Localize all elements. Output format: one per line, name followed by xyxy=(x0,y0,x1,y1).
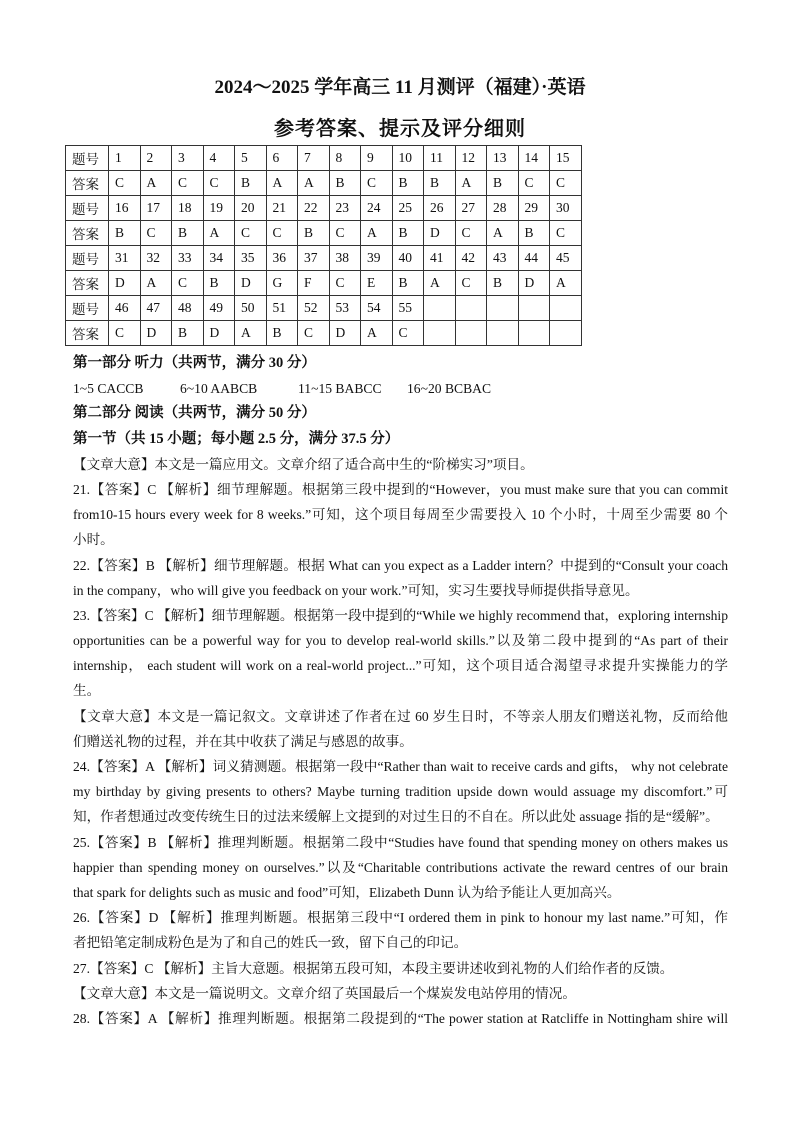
question-number-cell: 46 xyxy=(109,296,141,321)
answer-row xyxy=(66,321,582,346)
answer-cell: A xyxy=(140,271,172,296)
question-number-cell: 13 xyxy=(487,146,519,171)
question-number-cell: 41 xyxy=(424,246,456,271)
paragraph xyxy=(73,704,728,754)
listening-answer-group: 11~15 BABCC xyxy=(298,381,382,397)
question-number-cell xyxy=(518,296,550,321)
question-number-cell: 14 xyxy=(518,146,550,171)
answer-cell: A xyxy=(140,171,172,196)
answer-cell: C xyxy=(329,271,361,296)
listening-answer-group: 1~5 CACCB xyxy=(73,381,144,397)
text-line: 23.【答案】C 【解析】细节理解题。根据第一段中提到的“While we highly recommend that，exploring internship xyxy=(73,607,728,623)
answer-cell: D xyxy=(424,221,456,246)
question-number-cell: 38 xyxy=(329,246,361,271)
question-number-cell: 1 xyxy=(109,146,141,171)
question-number-row xyxy=(66,196,582,221)
question-number-cell: 15 xyxy=(550,146,582,171)
answer-cell: D xyxy=(329,321,361,346)
question-number-cell: 25 xyxy=(392,196,424,221)
question-number-cell: 48 xyxy=(172,296,204,321)
question-number-cell: 32 xyxy=(140,246,172,271)
question-number-cell: 8 xyxy=(329,146,361,171)
question-number-cell: 33 xyxy=(172,246,204,271)
paragraph xyxy=(73,553,728,603)
answer-cell: B xyxy=(109,221,141,246)
question-number-cell: 22 xyxy=(298,196,330,221)
text-line: in the company，who will give you feedback on your work.”可知，实习生要找导师提供指导意见。 xyxy=(73,582,639,598)
text-line: 【文章大意】本文是一篇说明文。文章介绍了英国最后一个煤炭发电站停用的情况。 xyxy=(73,985,576,1001)
paragraph xyxy=(73,905,728,955)
question-number-cell: 52 xyxy=(298,296,330,321)
part1-heading: 第一部分 听力（共两节，满分 30 分） xyxy=(73,355,316,371)
answer-cell: B xyxy=(487,271,519,296)
question-number-cell: 21 xyxy=(266,196,298,221)
question-number-cell: 39 xyxy=(361,246,393,271)
answer-cell: B xyxy=(298,221,330,246)
text-line: 25.【答案】B 【解析】推理判断题。根据第二段中“Studies have found that spending money on others makes us xyxy=(73,834,728,850)
answer-cell: C xyxy=(329,221,361,246)
question-number-cell: 34 xyxy=(203,246,235,271)
answer-cell: B xyxy=(518,221,550,246)
answer-cell: C xyxy=(518,171,550,196)
question-number-cell: 7 xyxy=(298,146,330,171)
row-label: 答案 xyxy=(66,171,109,196)
paragraph xyxy=(73,956,728,981)
text-line: 28.【答案】A 【解析】推理判断题。根据第二段提到的“The power station at Ratcliffe in Nottingham shire will xyxy=(73,1010,728,1026)
answer-cell: E xyxy=(361,271,393,296)
paragraph xyxy=(73,452,728,477)
answer-cell: C xyxy=(140,221,172,246)
question-number-cell: 51 xyxy=(266,296,298,321)
question-number-cell: 29 xyxy=(518,196,550,221)
question-number-cell: 6 xyxy=(266,146,298,171)
answer-cell: B xyxy=(266,321,298,346)
question-number-cell: 3 xyxy=(172,146,204,171)
text-line: 21.【答案】C 【解析】细节理解题。根据第三段中提到的“However，you must make sure that you can commit xyxy=(73,481,728,497)
question-number-cell: 17 xyxy=(140,196,172,221)
question-number-cell: 23 xyxy=(329,196,361,221)
question-number-cell xyxy=(424,296,456,321)
answer-cell: C xyxy=(455,221,487,246)
answer-row xyxy=(66,171,582,196)
question-number-cell: 49 xyxy=(203,296,235,321)
answer-cell: D xyxy=(203,321,235,346)
question-number-row xyxy=(66,296,582,321)
answer-cell: C xyxy=(203,171,235,196)
answer-cell: B xyxy=(392,271,424,296)
answer-cell: B xyxy=(172,221,204,246)
answer-cell: B xyxy=(235,171,267,196)
text-line: internship， each student will work on a real-world project...”可知，这个项目适合渴望寻求提升实操能力的学 xyxy=(73,658,728,674)
answer-cell: A xyxy=(361,221,393,246)
question-number-cell: 4 xyxy=(203,146,235,171)
question-number-cell: 28 xyxy=(487,196,519,221)
answer-cell: A xyxy=(424,271,456,296)
text-line: 知，作者想通过改变传统生日的过法来缓解上文提到的对过生日的不自在。所以此处 assuage 指的是“缓解”。 xyxy=(73,809,719,825)
answer-cell: C xyxy=(266,221,298,246)
answer-cell: C xyxy=(298,321,330,346)
question-number-cell: 40 xyxy=(392,246,424,271)
question-number-cell: 53 xyxy=(329,296,361,321)
row-label: 题号 xyxy=(66,246,109,271)
answer-cell xyxy=(455,321,487,346)
part2-heading: 第二部分 阅读（共两节，满分 50 分） xyxy=(73,405,316,422)
answer-row xyxy=(66,221,582,246)
text-line: 27.【答案】C 【解析】主旨大意题。根据第五段可知，本段主要讲述收到礼物的人们给作者的反馈。 xyxy=(73,960,674,976)
answer-cell: C xyxy=(455,271,487,296)
paragraph xyxy=(73,477,728,553)
answer-row xyxy=(66,271,582,296)
row-label: 答案 xyxy=(66,321,109,346)
answer-cell: B xyxy=(392,171,424,196)
answer-cell: C xyxy=(109,171,141,196)
answer-cell: B xyxy=(172,321,204,346)
question-number-cell: 2 xyxy=(140,146,172,171)
question-number-cell: 24 xyxy=(361,196,393,221)
answer-cell xyxy=(550,321,582,346)
answer-cell: D xyxy=(518,271,550,296)
answer-cell xyxy=(424,321,456,346)
question-number-cell: 44 xyxy=(518,246,550,271)
paragraph xyxy=(73,981,728,1006)
section1-heading: 第一节（共 15 小题；每小题 2.5 分，满分 37.5 分） xyxy=(73,430,400,447)
question-number-cell: 20 xyxy=(235,196,267,221)
answer-cell: D xyxy=(109,271,141,296)
text-line: happier than spending money on ourselves.”以及“Charitable contributions activate the reward centres of our brain xyxy=(73,859,728,875)
text-line: 【文章大意】本文是一篇应用文。文章介绍了适合高中生的“阶梯实习”项目。 xyxy=(73,456,534,472)
question-number-cell: 50 xyxy=(235,296,267,321)
question-number-cell: 12 xyxy=(455,146,487,171)
answer-cell: C xyxy=(172,271,204,296)
question-number-cell: 54 xyxy=(361,296,393,321)
row-label: 题号 xyxy=(66,296,109,321)
answer-cell xyxy=(518,321,550,346)
text-line: from10-15 hours every week for 8 weeks.”可知，这个项目每周至少需要投入 10 个小时，十周至少需要 80 个 xyxy=(73,507,728,523)
question-number-cell: 37 xyxy=(298,246,330,271)
answer-cell xyxy=(487,321,519,346)
listening-answer-group: 6~10 AABCB xyxy=(180,381,258,397)
text-line: 24.【答案】A 【解析】词义猜测题。根据第一段中“Rather than wait to receive cards and gifts， why not celebrate xyxy=(73,759,728,774)
listening-answers xyxy=(73,376,728,401)
row-label: 题号 xyxy=(66,196,109,221)
question-number-cell: 35 xyxy=(235,246,267,271)
text-line: 者把铅笔定制成粉色是为了和自己的姓氏一致，留下自己的印记。 xyxy=(73,935,468,951)
question-number-cell: 16 xyxy=(109,196,141,221)
answer-cell: C xyxy=(550,171,582,196)
answer-cell: D xyxy=(140,321,172,346)
question-number-cell: 10 xyxy=(392,146,424,171)
listening-answer-group: 16~20 BCBAC xyxy=(407,381,492,397)
question-number-cell: 9 xyxy=(361,146,393,171)
answer-cell: C xyxy=(109,321,141,346)
answer-cell: A xyxy=(487,221,519,246)
question-number-cell: 27 xyxy=(455,196,487,221)
text-line: 们赠送礼物的过程，并在其中收获了满足与感恩的故事。 xyxy=(73,733,413,749)
answer-cell: A xyxy=(203,221,235,246)
question-number-row xyxy=(66,246,582,271)
text-line: 26.【答案】D 【解析】推理判断题。根据第三段中“I ordered them in pink to honour my last name.”可知，作 xyxy=(73,910,728,926)
question-number-cell: 36 xyxy=(266,246,298,271)
text-line: 【文章大意】本文是一篇记叙文。文章讲述了作者在过 60 岁生日时，不等亲人朋友们赠送礼物，反而给他 xyxy=(73,708,728,724)
text-line: 22.【答案】B 【解析】细节理解题。根据 What can you expect as a Ladder intern？中提到的“Consult your coach xyxy=(73,557,728,573)
document-body xyxy=(73,351,728,1031)
question-number-cell xyxy=(487,296,519,321)
question-number-cell: 43 xyxy=(487,246,519,271)
answer-cell: B xyxy=(424,171,456,196)
paragraph xyxy=(73,1006,728,1031)
question-number-cell: 45 xyxy=(550,246,582,271)
text-line: 生。 xyxy=(73,683,101,699)
question-number-cell: 42 xyxy=(455,246,487,271)
answer-cell: G xyxy=(266,271,298,296)
paragraph xyxy=(73,603,728,704)
question-number-cell: 18 xyxy=(172,196,204,221)
question-number-cell: 26 xyxy=(424,196,456,221)
question-number-cell xyxy=(455,296,487,321)
text-line: 小时。 xyxy=(73,532,114,548)
text-line: my birthday by giving presents to others? Maybe turning tradition upside down would assuage my discomfort.”可 xyxy=(73,784,728,800)
row-label: 答案 xyxy=(66,271,109,296)
question-number-cell: 31 xyxy=(109,246,141,271)
answer-cell: A xyxy=(361,321,393,346)
row-label: 答案 xyxy=(66,221,109,246)
answer-cell: C xyxy=(392,321,424,346)
answer-cell: A xyxy=(235,321,267,346)
answer-cell: A xyxy=(550,271,582,296)
answer-cell: D xyxy=(235,271,267,296)
document-title: 2024～2025 学年高三 11 月测评（福建）·英语 xyxy=(214,77,586,98)
answer-table xyxy=(65,145,582,346)
question-number-cell: 5 xyxy=(235,146,267,171)
question-number-cell: 55 xyxy=(392,296,424,321)
text-line: opportunities can be a powerful way for you to develop real-world skills.”以及第二段中提到的“As part of their xyxy=(73,633,728,649)
answer-cell: C xyxy=(235,221,267,246)
paragraph xyxy=(73,754,728,830)
answer-cell: B xyxy=(487,171,519,196)
question-number-cell xyxy=(550,296,582,321)
answer-cell: C xyxy=(550,221,582,246)
question-number-cell: 11 xyxy=(424,146,456,171)
question-number-cell: 19 xyxy=(203,196,235,221)
paragraph xyxy=(73,830,728,906)
question-number-cell: 30 xyxy=(550,196,582,221)
text-line: that spark for delights such as music and food”可知，Elizabeth Dunn 认为给予能让人更加高兴。 xyxy=(73,884,621,900)
answer-cell: A xyxy=(266,171,298,196)
answer-cell: F xyxy=(298,271,330,296)
answer-cell: A xyxy=(298,171,330,196)
answer-cell: A xyxy=(455,171,487,196)
row-label: 题号 xyxy=(66,146,109,171)
document-subtitle: 参考答案、提示及评分细则 xyxy=(274,118,526,140)
answer-cell: C xyxy=(361,171,393,196)
question-number-row xyxy=(66,146,582,171)
question-number-cell: 47 xyxy=(140,296,172,321)
answer-cell: C xyxy=(172,171,204,196)
answer-cell: B xyxy=(329,171,361,196)
answer-cell: B xyxy=(392,221,424,246)
answer-cell: B xyxy=(203,271,235,296)
